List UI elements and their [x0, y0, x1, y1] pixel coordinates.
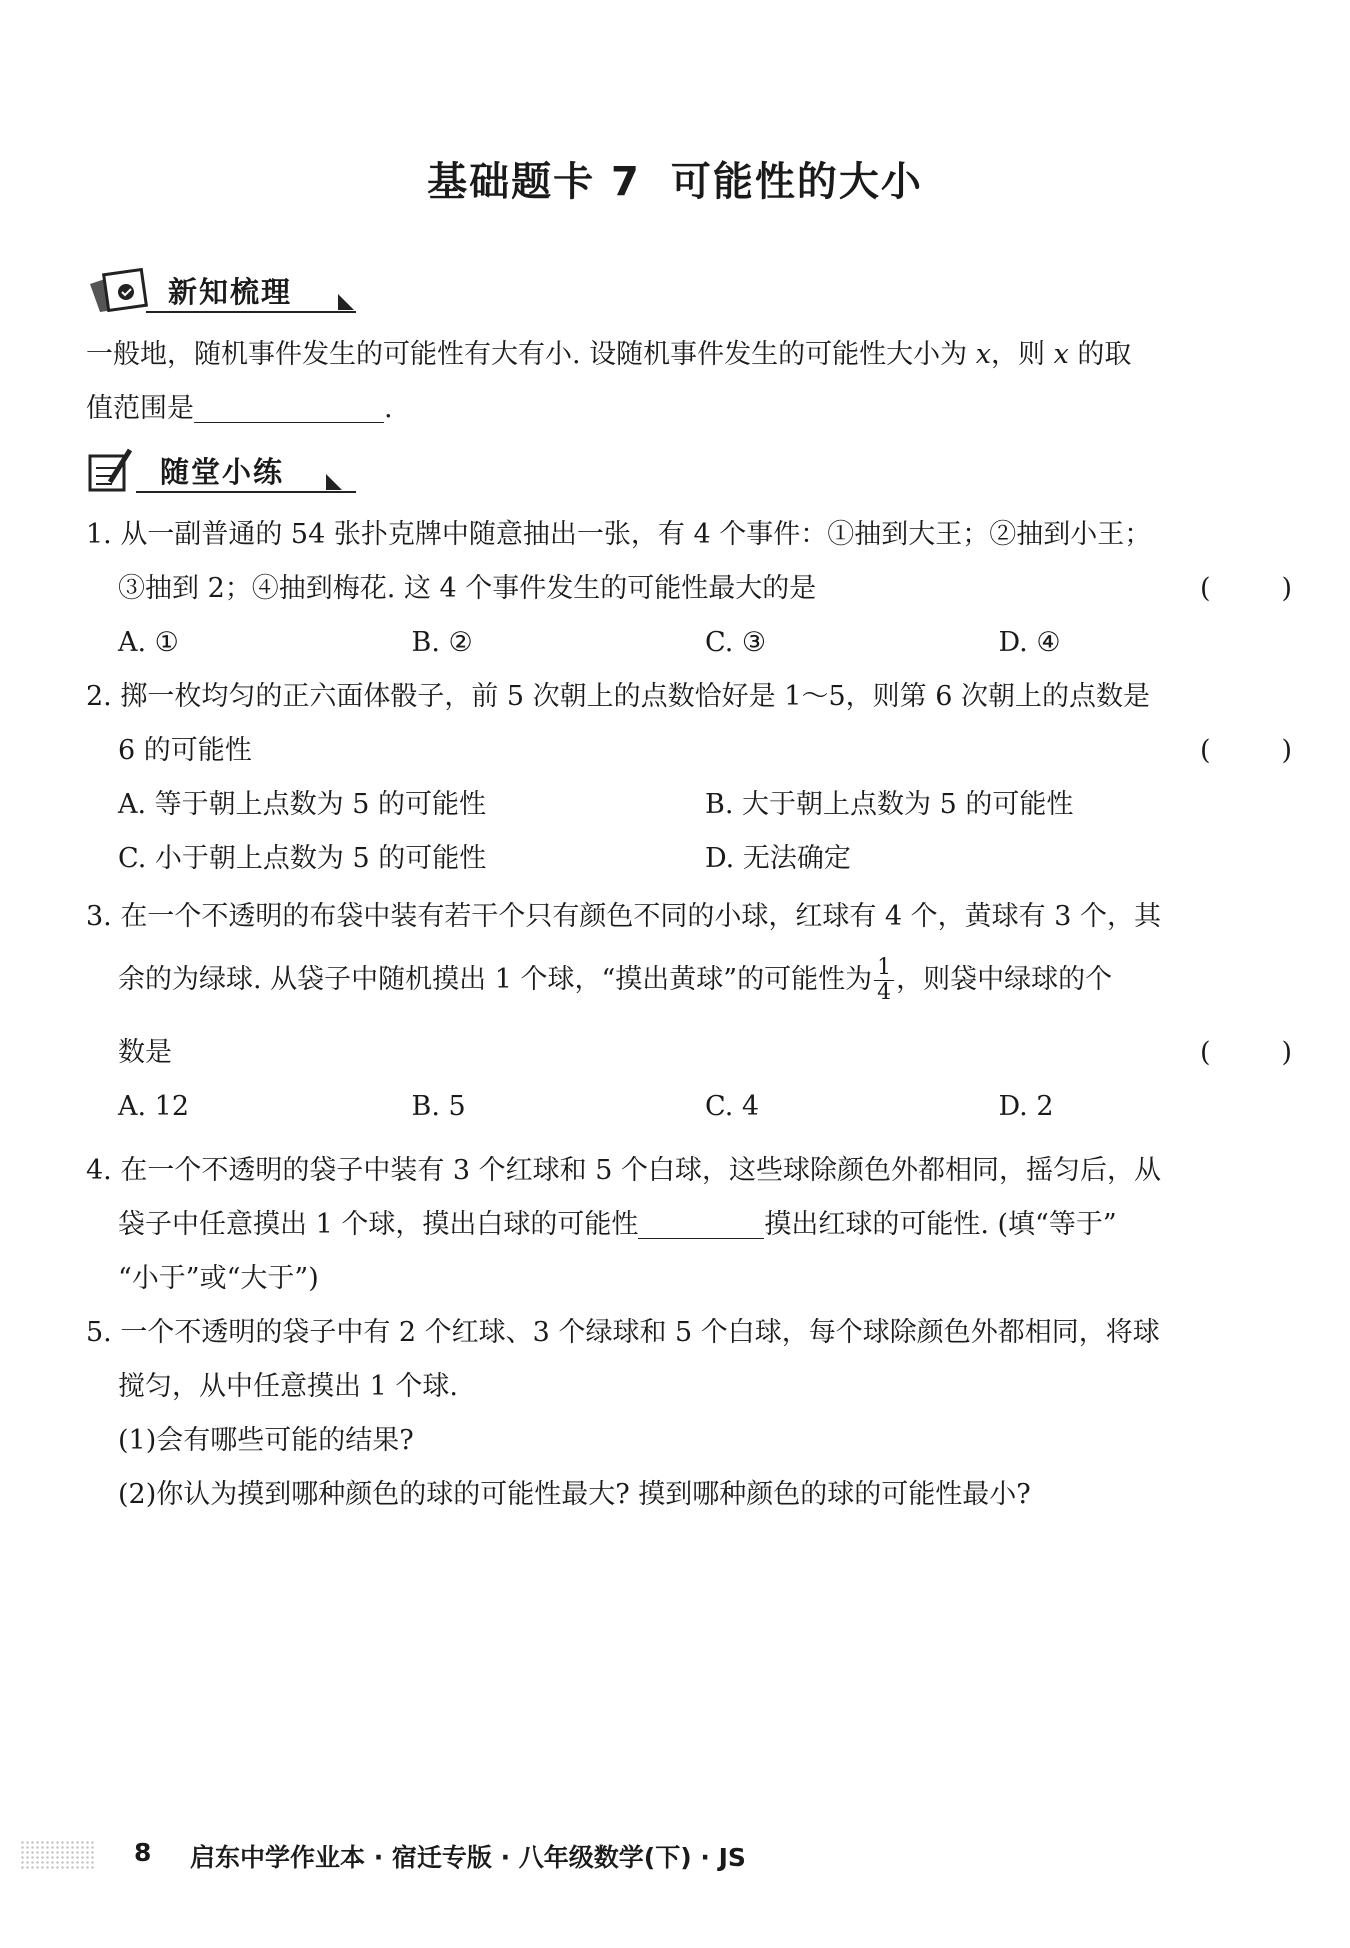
option-b: B. 5 — [411, 1091, 466, 1122]
option-a: A. ① — [118, 627, 179, 658]
dot-pattern-decoration — [20, 1840, 96, 1870]
option-c: C. ③ — [705, 627, 767, 658]
question-5: 5. 一个不透明的袋子中有 2 个红球、3 个绿球和 5 个白球，每个球除颜色外都相同，将球 搅匀，从中任意摸出 1 个球. (1)会有哪些可能的结果? (2)你认为摸到哪种颜色的球的可能性最大? 摸到哪种颜色的球的可能性最小? — [86, 1317, 1160, 1510]
option-b: B. 大于朝上点数为 5 的可能性 — [705, 789, 1074, 820]
answer-parentheses[interactable]: ( ) — [1200, 735, 1292, 766]
answer-blank[interactable] — [194, 386, 384, 423]
footer-book-title: 启东中学作业本 · 宿迁专版 · 八年级数学(下) · JS — [190, 1843, 746, 1872]
intro-paragraph: 一般地，随机事件发生的可能性有大有小. 设随机事件发生的可能性大小为 x，则 x 的取 值范围是 . — [86, 339, 1132, 424]
sub-question-1: (1)会有哪些可能的结果? — [118, 1425, 414, 1456]
question-2: 2. 掷一枚均匀的正六面体骰子，前 5 次朝上的点数恰好是 1～5，则第 6 次朝上的点数是 6 的可能性 ( ) A. 等于朝上点数为 5 的可能性 B. 大于朝上点数为 5 的可能性 C. 小于朝上点数为 5 的可能性 D. 无法确定 — [86, 670, 1292, 886]
option-b: B. ② — [411, 627, 473, 658]
option-d: D. 2 — [998, 1091, 1054, 1122]
fraction-one-quarter: $\frac{1}{4}$ — [874, 956, 894, 1005]
section-header-new-knowledge — [86, 266, 356, 316]
question-1: 1. 从一副普通的 54 张扑克牌中随意抽出一张，有 4 个事件：①抽到大王；②抽到小王； ③抽到 2；④抽到梅花. 这 4 个事件发生的可能性最大的是 ( ) A. ① B. ② C. ③ D. ④ — [86, 508, 1292, 670]
question-4: 4. 在一个不透明的袋子中装有 3 个红球和 5 个白球，这些球除颜色外都相同，摇匀后，从 袋子中任意摸出 1 个球，摸出白球的可能性 摸出红球的可能性. (填“等于” “小于”或“大于”) — [86, 1155, 1162, 1294]
option-a: A. 等于朝上点数为 5 的可能性 — [118, 789, 487, 820]
option-a: A. 12 — [118, 1091, 190, 1122]
option-d: D. 无法确定 — [705, 843, 851, 874]
section-label: 随堂小练 — [160, 455, 285, 489]
answer-parentheses[interactable]: ( ) — [1200, 1037, 1292, 1068]
page-number: 8 — [134, 1838, 152, 1867]
page-title: 基础题卡 7 可能性的大小 — [427, 159, 923, 205]
option-d: D. ④ — [998, 627, 1061, 658]
question-3: 3. 在一个不透明的布袋中装有若干个只有颜色不同的小球，红球有 4 个，黄球有 3 个，其 余的为绿球. 从袋子中随机摸出 1 个球，“摸出黄球”的可能性为 $\frac{1}{4}$ ，则袋中绿球的个 数是 ( ) A. 12 B. 5 C. 4 D. 2 — [86, 890, 1292, 1134]
option-c: C. 小于朝上点数为 5 的可能性 — [118, 843, 487, 874]
section-label: 新知梳理 — [168, 275, 293, 309]
page-footer — [0, 1832, 1350, 1882]
option-c: C. 4 — [705, 1091, 760, 1122]
section-header-practice — [86, 446, 356, 496]
sub-question-2: (2)你认为摸到哪种颜色的球的可能性最大? 摸到哪种颜色的球的可能性最小? — [118, 1479, 1031, 1510]
answer-blank[interactable] — [638, 1202, 764, 1239]
answer-parentheses[interactable]: ( ) — [1200, 573, 1292, 604]
